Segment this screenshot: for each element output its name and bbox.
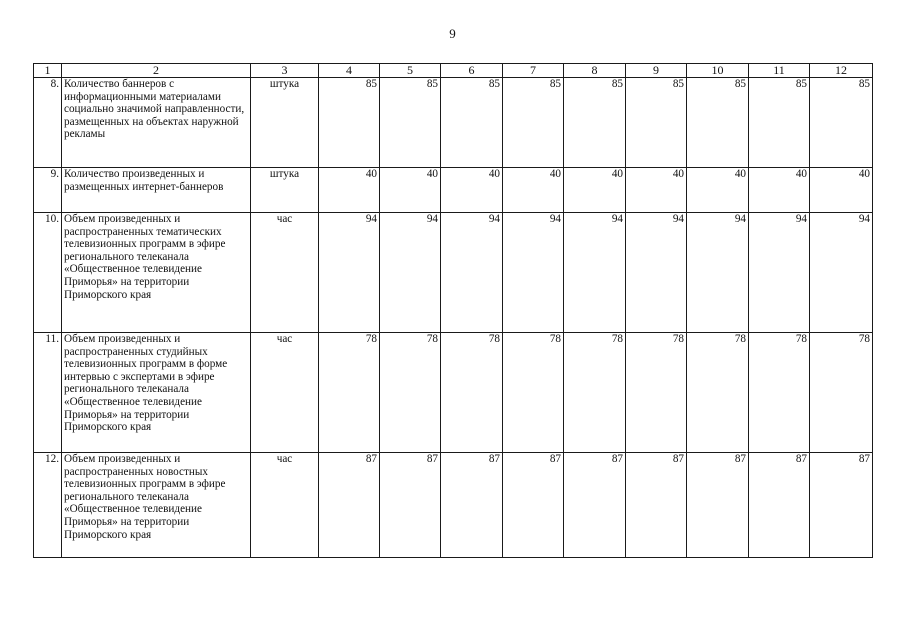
unit-cell: час: [251, 213, 319, 333]
column-header: 10: [687, 64, 749, 78]
column-header: 4: [319, 64, 380, 78]
column-header: 12: [810, 64, 873, 78]
column-header: 5: [380, 64, 441, 78]
table-row: [34, 78, 873, 168]
value-cell: 85: [626, 78, 687, 168]
value-cell: 94: [319, 213, 380, 333]
table-row: [34, 453, 873, 558]
value-cell: 94: [626, 213, 687, 333]
column-header: 3: [251, 64, 319, 78]
value-cell: 94: [380, 213, 441, 333]
column-header: 7: [503, 64, 564, 78]
value-cell: 78: [380, 333, 441, 453]
column-header: 9: [626, 64, 687, 78]
value-cell: 40: [380, 168, 441, 213]
value-cell: 78: [564, 333, 626, 453]
value-cell: 94: [441, 213, 503, 333]
value-cell: 40: [441, 168, 503, 213]
value-cell: 40: [749, 168, 810, 213]
table-row: [34, 168, 873, 213]
value-cell: 78: [626, 333, 687, 453]
value-cell: 40: [810, 168, 873, 213]
indicator-name: Количество произведенных и размещенных интернет-баннеров: [62, 168, 251, 213]
value-cell: 94: [810, 213, 873, 333]
value-cell: 94: [687, 213, 749, 333]
value-cell: 85: [503, 78, 564, 168]
indicator-name: Объем произведенных и распространенных тематических телевизионных программ в эфире регионального телеканала «Общественное телевидение Приморья» на территории Приморского края: [62, 213, 251, 333]
value-cell: 94: [503, 213, 564, 333]
column-header: 2: [62, 64, 251, 78]
unit-cell: штука: [251, 168, 319, 213]
value-cell: 87: [687, 453, 749, 558]
value-cell: 85: [687, 78, 749, 168]
column-header: 11: [749, 64, 810, 78]
value-cell: 85: [380, 78, 441, 168]
value-cell: 87: [749, 453, 810, 558]
value-cell: 78: [687, 333, 749, 453]
value-cell: 78: [749, 333, 810, 453]
value-cell: 40: [503, 168, 564, 213]
column-header: 8: [564, 64, 626, 78]
value-cell: 40: [319, 168, 380, 213]
value-cell: 78: [319, 333, 380, 453]
unit-cell: час: [251, 453, 319, 558]
value-cell: 87: [503, 453, 564, 558]
value-cell: 85: [749, 78, 810, 168]
table-row: [34, 213, 873, 333]
indicator-name: Объем произведенных и распространенных новостных телевизионных программ в эфире регионального телеканала «Общественное телевидение Приморья» на территории Приморского края: [62, 453, 251, 558]
unit-cell: час: [251, 333, 319, 453]
unit-cell: штука: [251, 78, 319, 168]
value-cell: 78: [810, 333, 873, 453]
page-number: 9: [449, 26, 456, 41]
value-cell: 40: [564, 168, 626, 213]
value-cell: 87: [810, 453, 873, 558]
table-row: [34, 333, 873, 453]
value-cell: 87: [626, 453, 687, 558]
value-cell: 85: [319, 78, 380, 168]
value-cell: 40: [687, 168, 749, 213]
indicator-name: Объем произведенных и распространенных студийных телевизионных программ в форме интервью с экспертами в эфире регионального телеканала «Общественное телевидение Приморья» на территории Приморского края: [62, 333, 251, 453]
column-header: 6: [441, 64, 503, 78]
row-index: 11.: [34, 333, 62, 453]
column-header: 1: [34, 64, 62, 78]
row-index: 8.: [34, 78, 62, 168]
row-index: 9.: [34, 168, 62, 213]
value-cell: 85: [564, 78, 626, 168]
value-cell: 87: [564, 453, 626, 558]
value-cell: 94: [564, 213, 626, 333]
value-cell: 87: [380, 453, 441, 558]
value-cell: 40: [626, 168, 687, 213]
value-cell: 78: [441, 333, 503, 453]
value-cell: 94: [749, 213, 810, 333]
row-index: 10.: [34, 213, 62, 333]
value-cell: 85: [810, 78, 873, 168]
value-cell: 87: [441, 453, 503, 558]
indicators-table: [33, 63, 873, 558]
value-cell: 85: [441, 78, 503, 168]
header-row: [34, 64, 873, 78]
value-cell: 78: [503, 333, 564, 453]
row-index: 12.: [34, 453, 62, 558]
value-cell: 87: [319, 453, 380, 558]
indicator-name: Количество баннеров с информационными материалами социально значимой направленности, размещенных на объектах наружной рекламы: [62, 78, 251, 168]
